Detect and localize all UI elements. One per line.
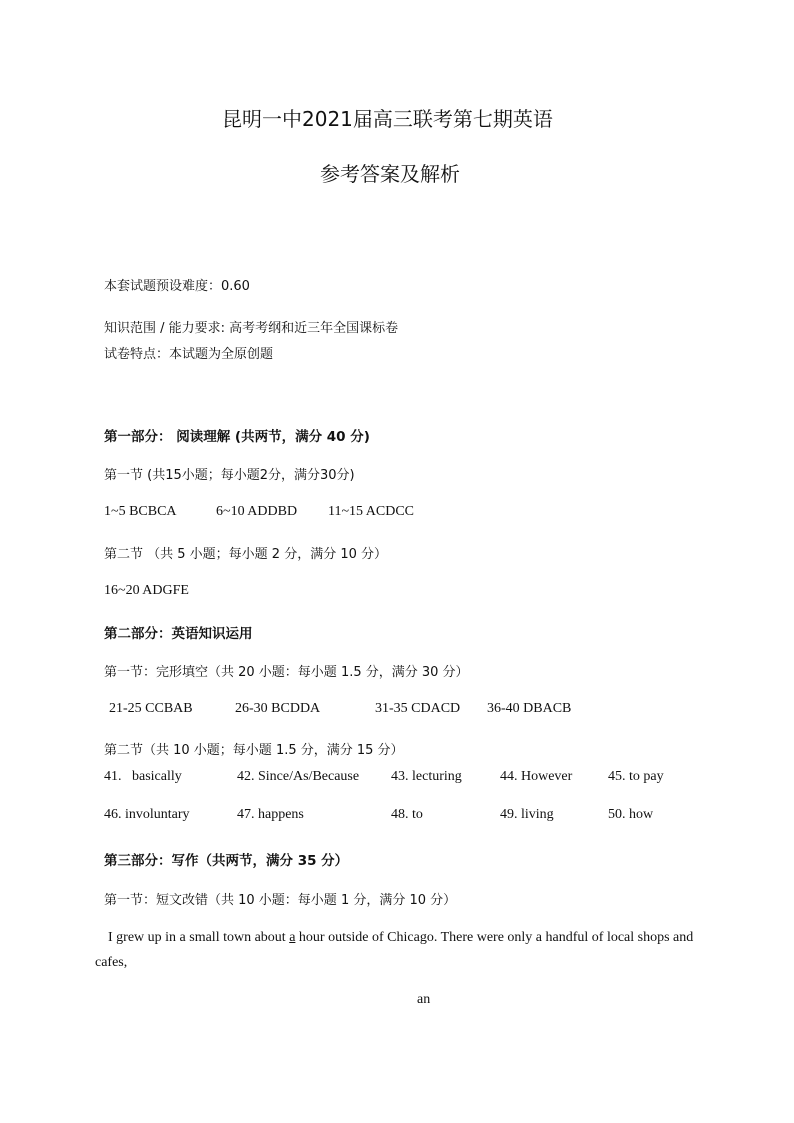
difficulty-line: 本套试题预设难度：0.60 — [104, 279, 250, 294]
marked-word: a — [289, 930, 296, 945]
fill-answer: 45. to pay — [608, 769, 664, 784]
passage-text: I grew up in a small town about — [108, 930, 290, 945]
document-subtitle: 参考答案及解析 — [320, 162, 460, 186]
fill-answer: 48. to — [391, 807, 423, 822]
answer-group: 26-30 BCDDA — [235, 701, 321, 716]
part1-section1-label: 第一节 (共15小题；每小题2分，满分30分) — [104, 468, 355, 483]
fill-answer: 44. However — [500, 769, 573, 784]
part3-section1-label: 第一节：短文改错（共 10 小题：每小题 1 分，满分 10 分） — [104, 893, 457, 908]
features-line: 试卷特点：本试题为全原创题 — [104, 347, 274, 362]
fill-answer: 49. living — [500, 807, 554, 822]
part2-section1-label: 第一节：完形填空（共 20 小题：每小题 1.5 分，满分 30 分） — [104, 665, 469, 680]
fill-answer: 47. happens — [237, 807, 304, 822]
answer-group: 21-25 CCBAB — [109, 701, 193, 716]
fill-answer: 41. basically — [104, 769, 182, 784]
answer-group: 36-40 DBACB — [487, 701, 572, 716]
part2-heading: 第二部分：英语知识运用 — [104, 626, 253, 642]
fill-answer: 46. involuntary — [104, 807, 190, 822]
scope-line: 知识范围 / 能力要求: 高考考纲和近三年全国课标卷 — [104, 321, 399, 336]
answer-group: 16~20 ADGFE — [104, 583, 189, 598]
part1-heading: 第一部分： 阅读理解 (共两节，满分 40 分) — [104, 429, 370, 445]
part3-heading: 第三部分：写作（共两节，满分 35 分） — [104, 853, 349, 869]
fill-answer: 43. lecturing — [391, 769, 462, 784]
answer-group: 6~10 ADDBD — [216, 504, 298, 519]
fill-answer: 42. Since/As/Because — [237, 769, 360, 784]
fill-answer: 50. how — [608, 807, 654, 822]
answer-group: 11~15 ACDCC — [328, 504, 415, 519]
document-title: 昆明一中2021届高三联考第七期英语 — [222, 107, 553, 131]
part1-section2-label: 第二节 （共 5 小题；每小题 2 分，满分 10 分） — [104, 547, 388, 562]
passage-text: hour outside of Chicago. There were only a handful of local shops and cafes, — [95, 930, 694, 970]
answer-group: 31-35 CDACD — [375, 701, 461, 716]
correction-word: an — [417, 992, 431, 1007]
answer-group: 1~5 BCBCA — [104, 504, 177, 519]
error-correction-passage — [95, 925, 700, 975]
part2-section2-label: 第二节（共 10 小题；每小题 1.5 分，满分 15 分） — [104, 743, 404, 758]
